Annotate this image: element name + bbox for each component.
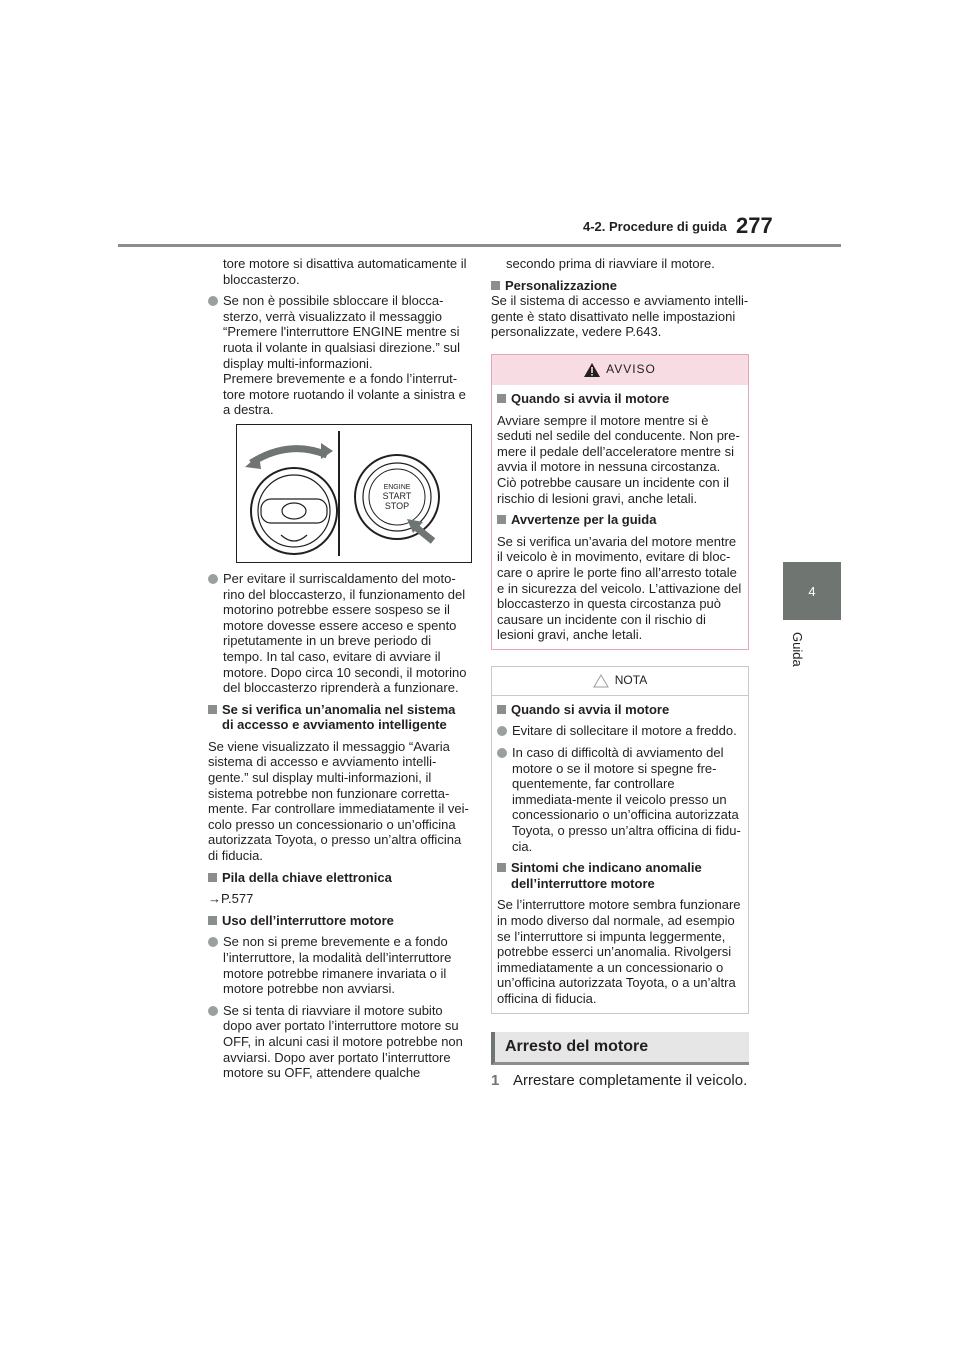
bullet-text: Per evitare il surriscaldamento del moto-rino del bloccasterzo, il funzionamento del motorino potrebbe essere sospeso se il motore dovesse essere acceso e spento ripetutamente in un breve periodo di tempo. In tal caso, evitare di avviare il motore. Dopo circa 10 secondi, il motorino del bloccasterzo riprenderà a funzionare. — [223, 570, 467, 696]
subheading-text: Se si verifica un’anomalia nel sistema di accesso e avviamento intelligente — [222, 701, 456, 733]
warning-header — [492, 355, 748, 385]
subheading — [208, 702, 470, 733]
bullet-icon — [208, 296, 218, 306]
warning-triangle-icon — [584, 363, 600, 377]
warning-title: AVVISO — [606, 362, 656, 377]
step-item — [491, 1073, 749, 1089]
bullet-item — [208, 571, 470, 696]
subheading — [208, 913, 470, 929]
paragraph: Se il sistema di accesso e avviamento intelli-gente è stato disattivato nelle impostazioni personalizzate, vedere P.643. — [491, 293, 749, 340]
section-title: Arresto del motore — [491, 1032, 749, 1065]
bullet-text: Se non è possibile sbloccare il blocca-sterzo, verrà visualizzato il messaggio “Premere l'interruttore ENGINE mentre si ruota il volante in qualsiasi direzione.” sul display multi-informazioni. — [223, 293, 461, 371]
caution-triangle-icon — [593, 674, 609, 688]
paragraph: Se l’interruttore motore sembra funzionare in modo diverso dal normale, ad esempio se l’interruttore si impunta leggermente, potrebbe esserci un’anomalia. Rivolgersi immediatamente a un concessionario o un’officina autorizzata Toyota, o a un’altra officina di fiducia. — [497, 897, 741, 1006]
subheading-text: Uso dell’interruttore motore — [222, 912, 394, 928]
paragraph: Avviare sempre il motore mentre si è seduti nel sedile del conducente. Non pre-mere il pedale dell’acceleratore mentre si avvia il motore in nessuna circostanza. Ciò potrebbe causare un incidente con il rischio di lesioni gravi, anche letali. — [497, 412, 740, 506]
subheading — [497, 860, 742, 891]
subheading — [497, 512, 742, 528]
bullet-item — [497, 723, 742, 739]
subheading-text: Sintomi che indicano anomalie dell’interruttore motore — [511, 860, 702, 891]
button-label-start: START — [382, 490, 412, 501]
intro-text: tore motore si disattiva automaticamente il bloccasterzo. — [223, 256, 467, 287]
bullet-item — [497, 745, 742, 854]
right-column — [491, 256, 749, 1088]
square-bullet-icon — [208, 916, 217, 925]
bullet-text-continued: Premere brevemente e a fondo l’interrut-tore motore ruotando il volante a sinistra e a destra. — [223, 371, 466, 418]
warning-body — [492, 385, 748, 649]
square-bullet-icon — [491, 281, 500, 290]
subheading — [497, 391, 742, 407]
button-label-stop: STOP — [384, 500, 410, 511]
square-bullet-icon — [208, 705, 217, 714]
bullet-item — [208, 1003, 470, 1081]
left-column — [208, 256, 470, 1081]
bullet-text: Se non si preme brevemente e a fondo l’interruttore, la modalità dell’interruttore motore potrebbe rimanere invariata o il motore potrebbe non avviarsi. — [223, 934, 452, 997]
subheading-text: Personalizzazione — [505, 277, 617, 293]
subheading-text: Quando si avvia il motore — [511, 390, 670, 406]
paragraph: Se viene visualizzato il messaggio “Avaria sistema di accesso e avviamento intelli-gente.” sul display multi-informazioni, il sistema potrebbe non funzionare corretta-mente. Far controllare immediatamente il vei-colo presso un concessionario o un’officina autorizzata Toyota, o presso un’altra officina di fiducia. — [208, 738, 469, 864]
bullet-icon — [497, 748, 507, 758]
bullet-icon — [208, 1006, 218, 1016]
subheading-text: Pila della chiave elettronica — [222, 869, 392, 885]
step-text: Arrestare completamente il veicolo. — [513, 1071, 748, 1089]
step-number: 1 — [491, 1071, 500, 1089]
header-rule — [118, 244, 841, 247]
square-bullet-icon — [497, 705, 506, 714]
square-bullet-icon — [497, 394, 506, 403]
square-bullet-icon — [497, 515, 506, 524]
bullet-text: Evitare di sollecitare il motore a freddo. — [512, 723, 737, 739]
subheading — [491, 278, 749, 294]
square-bullet-icon — [208, 873, 217, 882]
header-section-title: 4-2. Procedure di guida — [583, 219, 727, 234]
chapter-tab: 4 — [783, 562, 841, 620]
note-body — [492, 696, 748, 1013]
page-number: 277 — [736, 213, 773, 238]
subheading-text: Quando si avvia il motore — [511, 701, 670, 717]
chapter-label: Guida — [790, 632, 805, 667]
warning-box — [491, 354, 749, 650]
bullet-icon — [208, 937, 218, 947]
page-reference: →P.577 — [208, 891, 254, 907]
engine-start-stop-button-icon — [355, 455, 439, 541]
subheading — [208, 870, 470, 886]
bullet-icon — [208, 574, 218, 584]
bullet-text: In caso di difficoltà di avviamento del motore o se il motore si spegne fre-quentemente, far controllare immediata-mente il veicolo presso un concessionario o un’officina autorizzata Toyota, o presso un’altra officina di fidu-cia. — [512, 745, 741, 854]
note-header — [492, 667, 748, 696]
square-bullet-icon — [497, 863, 506, 872]
paragraph: Se si verifica un’avaria del motore mentre il veicolo è in movimento, evitare di bloc-care o aprire le porte fino all’arresto totale e in sicurezza del veicolo. L’attivazione del bloccasterzo in questa circostanza può causare un incidente con il rischio di lesioni gravi, anche letali. — [497, 533, 742, 643]
subheading-text: Avvertenze per la guida — [511, 512, 657, 528]
note-box — [491, 666, 749, 1014]
bullet-text: Se si tenta di riavviare il motore subito dopo aver portato l’interruttore motore su OFF, in alcuni casi il motore potrebbe non avviarsi. Dopo aver portato l’interruttore motore su OFF, attendere qualche — [223, 1002, 463, 1081]
bullet-icon — [497, 726, 507, 736]
steering-start-figure — [236, 424, 472, 563]
steering-wheel-icon — [245, 443, 337, 554]
continued-text: secondo prima di riavviare il motore. — [506, 256, 715, 271]
note-title: NOTA — [614, 673, 648, 688]
bullet-item — [208, 293, 470, 418]
bullet-item — [208, 934, 470, 996]
subheading — [497, 702, 742, 718]
button-label-engine: ENGINE — [383, 483, 411, 491]
